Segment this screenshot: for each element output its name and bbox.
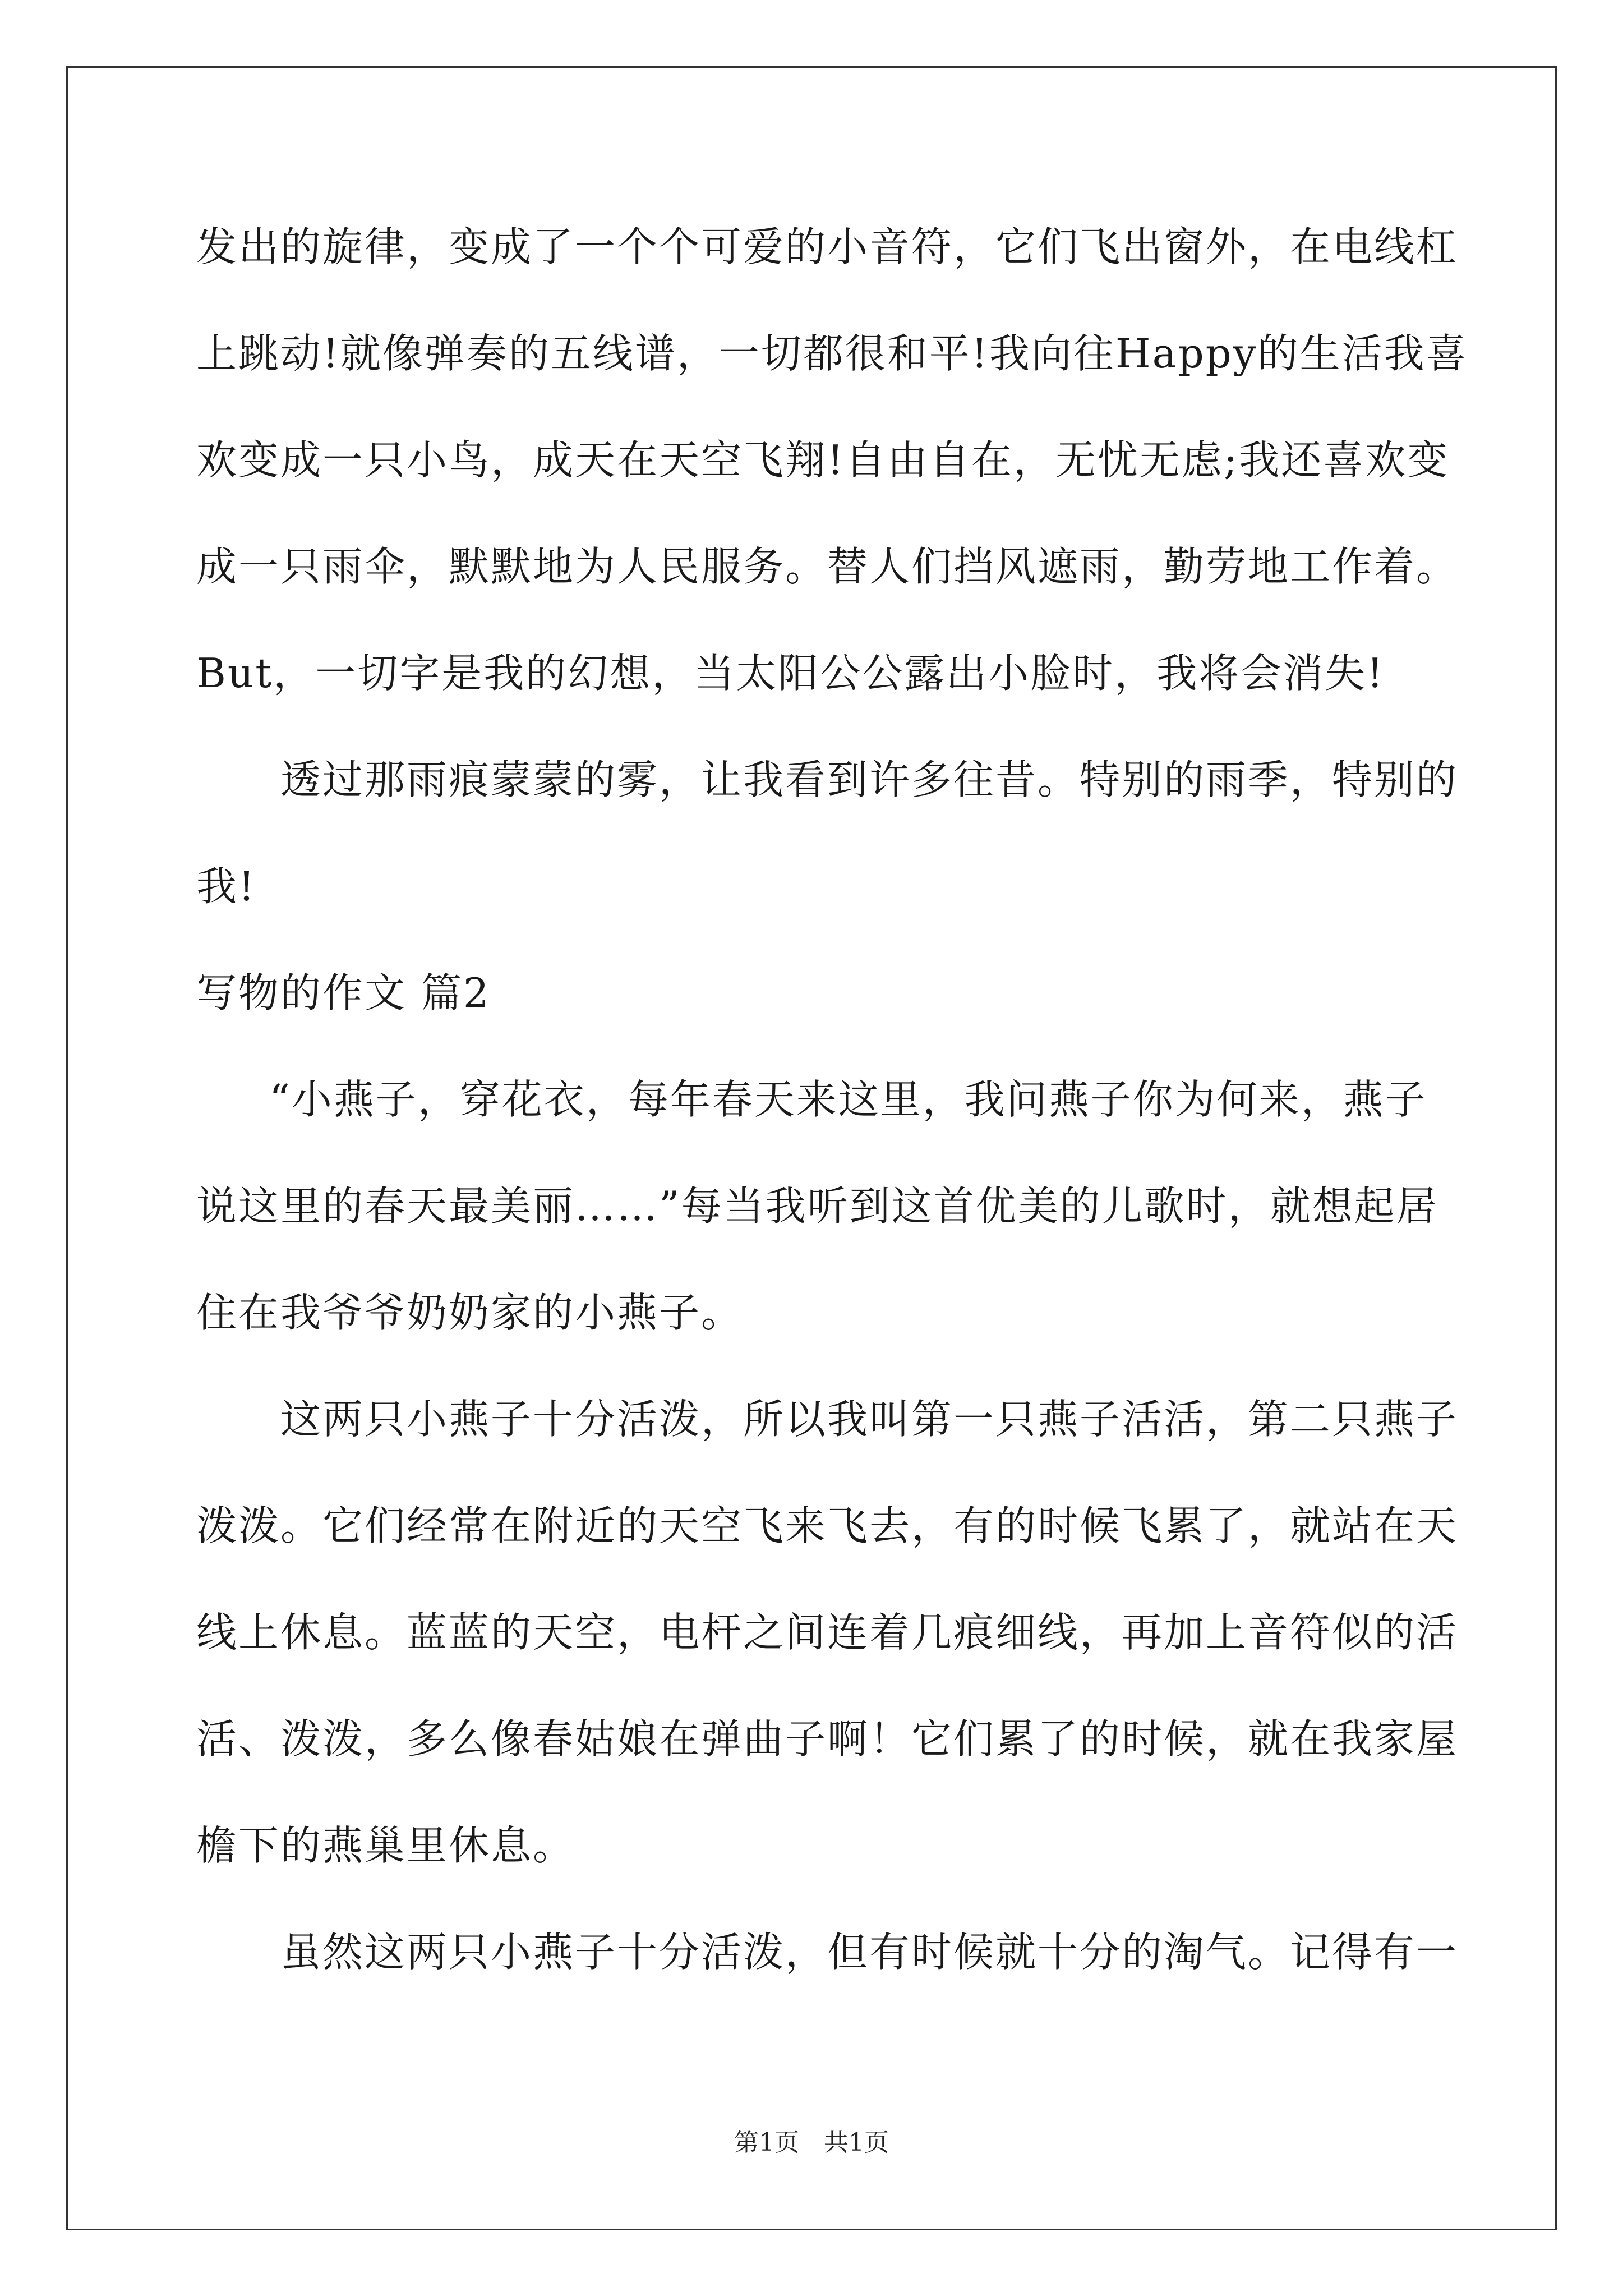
- text-line: 发出的旋律，变成了一个个可爱的小音符，它们飞出窗外，在电线杠: [196, 223, 1459, 270]
- paragraph-start: 虽然这两只小燕子十分活泼，但有时候就十分的淘气。记得有一: [280, 1929, 1459, 1976]
- paragraph-start: 透过那雨痕蒙蒙的雾，让我看到许多往昔。特别的雨季，特别的: [280, 756, 1459, 803]
- text-line: But，一切字是我的幻想，当太阳公公露出小脸时，我将会消失!: [196, 650, 1385, 697]
- text-line: 成一只雨伞，默默地为人民服务。替人们挡风遮雨，勤劳地工作着。: [196, 543, 1459, 590]
- text-line: 活、泼泼，多么像春姑娘在弹曲子啊！它们累了的时候，就在我家屋: [196, 1715, 1459, 1763]
- paragraph-start: “小燕子，穿花衣，每年春天来这里，我问燕子你为何来，燕子: [269, 1076, 1427, 1123]
- page-frame: [66, 66, 1557, 2230]
- text-line: 说这里的春天最美丽……”每当我听到这首优美的儿歌时，就想起居: [196, 1182, 1438, 1230]
- text-line: 泼泼。它们经常在附近的天空飞来飞去，有的时候飞累了，就站在天: [196, 1502, 1459, 1549]
- text-line: 我!: [196, 863, 256, 910]
- text-line: 檐下的燕巢里休息。: [196, 1822, 575, 1869]
- text-line: 上跳动!就像弹奏的五线谱，一切都很和平!我向往Happy的生活我喜: [196, 330, 1468, 377]
- text-line: 住在我爷爷奶奶家的小燕子。: [196, 1289, 744, 1336]
- text-line: 欢变成一只小鸟，成天在天空飞翔!自由自在，无忧无虑;我还喜欢变: [196, 436, 1450, 484]
- paragraph-start: 这两只小燕子十分活泼，所以我叫第一只燕子活活，第二只燕子: [280, 1396, 1459, 1443]
- page-number: 第1页 共1页: [734, 2128, 889, 2157]
- text-line: 线上休息。蓝蓝的天空，电杆之间连着几痕细线，再加上音符似的活: [196, 1609, 1459, 1656]
- section-heading: 写物的作文 篇2: [196, 969, 491, 1016]
